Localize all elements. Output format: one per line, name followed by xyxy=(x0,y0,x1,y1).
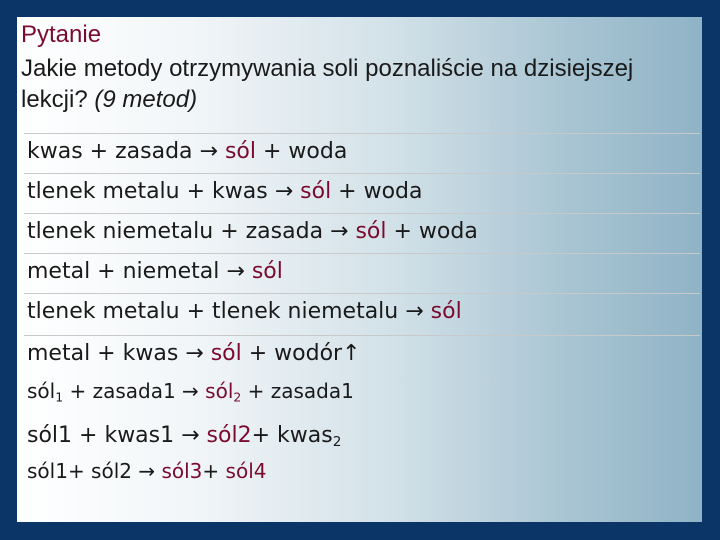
method-3-byproduct: + woda xyxy=(386,219,478,244)
method-1 xyxy=(27,139,347,164)
method-9-plus: + xyxy=(202,459,226,483)
method-9-reactants: sól1+ sól2 → xyxy=(27,459,162,483)
method-1-reactants: kwas + zasada → xyxy=(27,139,225,164)
method-4-reactants: metal + niemetal → xyxy=(27,259,252,284)
divider xyxy=(24,173,700,174)
divider xyxy=(24,253,700,254)
divider xyxy=(24,293,700,294)
method-1-salt: sól xyxy=(224,139,256,164)
method-7-salt-index: 2 xyxy=(233,389,242,405)
method-5-reactants: tlenek metalu + tlenek niemetalu → xyxy=(27,299,431,324)
method-6-reactants: metal + kwas → xyxy=(27,341,211,366)
method-9-salt-3: sól3 xyxy=(161,459,203,483)
divider xyxy=(24,213,700,214)
question-body: Jakie metody otrzymywania soli poznaliście na dzisiejszej lekcji? xyxy=(21,55,634,113)
method-7 xyxy=(27,379,354,403)
method-3 xyxy=(27,219,478,244)
slide-title: Pytanie xyxy=(21,21,102,48)
method-6-byproduct: + wodór↑ xyxy=(241,341,361,366)
method-2 xyxy=(27,179,423,204)
slide xyxy=(17,17,702,522)
method-3-reactants: tlenek niemetalu + zasada → xyxy=(27,219,356,244)
method-2-salt: sól xyxy=(300,179,332,204)
method-8-byproduct-index: 2 xyxy=(332,434,342,451)
method-2-byproduct: + woda xyxy=(331,179,423,204)
method-9 xyxy=(27,459,266,483)
method-7-byproduct: + zasada1 xyxy=(241,379,354,403)
method-3-salt: sól xyxy=(355,219,387,244)
method-4-salt: sól xyxy=(251,259,283,284)
method-8-reactants: sól1 + kwas1 → xyxy=(27,423,207,448)
method-1-byproduct: + woda xyxy=(255,139,348,164)
method-7-salt-a: sól xyxy=(27,379,56,403)
question-note: (9 metod) xyxy=(94,86,198,113)
method-5 xyxy=(27,299,462,324)
method-8 xyxy=(27,423,342,451)
divider xyxy=(24,133,700,134)
divider xyxy=(24,335,700,336)
method-9-salt-4: sól4 xyxy=(225,459,267,483)
method-6-salt: sól xyxy=(210,341,242,366)
method-8-salt: sól2 xyxy=(206,423,252,448)
method-5-salt: sól xyxy=(430,299,462,324)
question-text xyxy=(21,53,691,115)
method-7-salt: sól xyxy=(205,379,234,403)
method-4 xyxy=(27,259,283,284)
method-6 xyxy=(27,341,361,366)
method-2-reactants: tlenek metalu + kwas → xyxy=(27,179,301,204)
method-8-byproduct: + kwas xyxy=(251,423,333,448)
method-7-salt-a-index: 1 xyxy=(55,389,64,405)
method-7-reactants: + zasada1 → xyxy=(63,379,206,403)
